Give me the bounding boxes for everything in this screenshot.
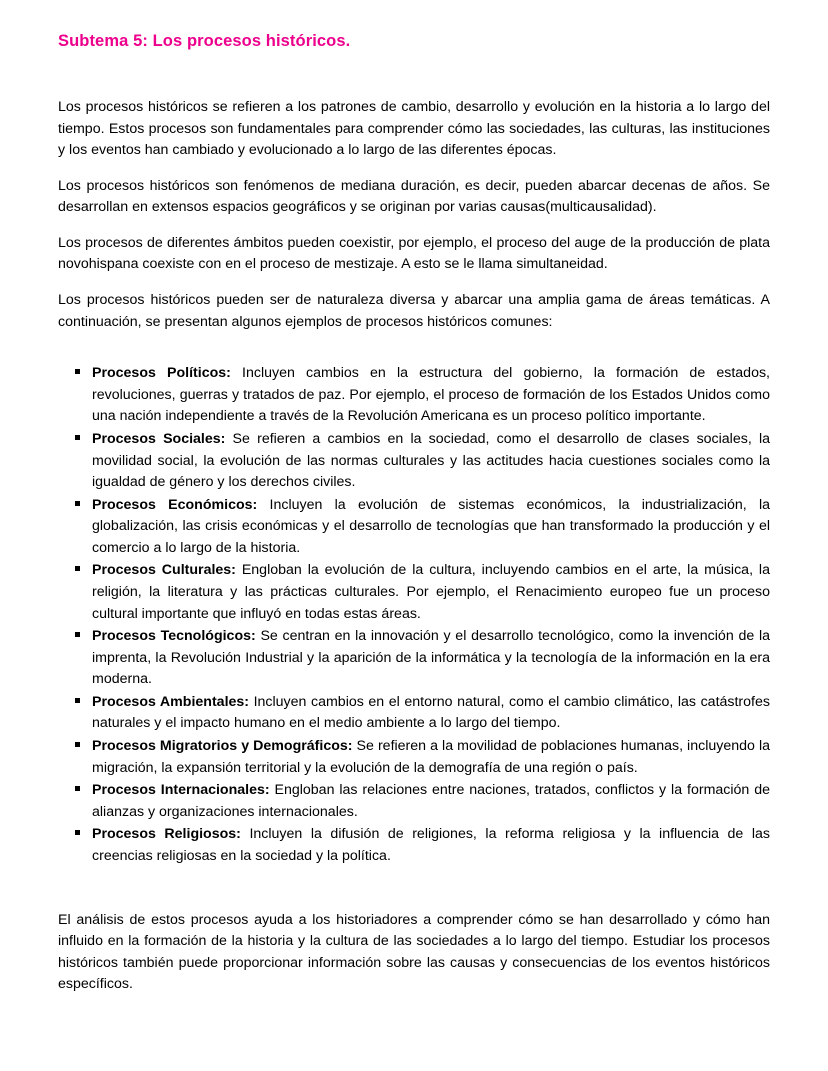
list-item: [58, 560, 770, 625]
square-bullet-icon: [75, 698, 80, 703]
list-item-term: Procesos Sociales:: [92, 430, 226, 447]
list-item-text: Se refieren a cambios en la sociedad, como el desarrollo de clases sociales, la movilidad social, la evolución de las normas culturales y las actitudes hacia cuestiones sociales como la igualdad de género y los derechos civiles.: [92, 430, 770, 491]
list-item: [58, 692, 770, 735]
list-item-text: Incluyen cambios en el entorno natural, como el cambio climático, las catástrofes naturales y el impacto humano en el medio ambiente a lo largo del tiempo.: [92, 693, 770, 732]
square-bullet-icon: [75, 830, 80, 835]
square-bullet-icon: [75, 566, 80, 571]
title-spacer: [58, 51, 770, 97]
list-item-term: Procesos Internacionales:: [92, 782, 270, 799]
list-item: [58, 736, 770, 779]
square-bullet-icon: [75, 786, 80, 791]
list-item-text: Se centran en la innovación y el desarrollo tecnológico, como la invención de la imprenta, la Revolución Industrial y la aparición de la informática y la tecnología de la información en la era moderna.: [92, 628, 771, 688]
list-item-term: Procesos Culturales:: [92, 562, 236, 579]
list-item-text: Incluyen la difusión de religiones, la reforma religiosa y la influencia de las creencias religiosas en la sociedad y la política.: [92, 826, 771, 864]
process-types-list: [58, 363, 770, 867]
list-item: [58, 429, 770, 494]
intro-paragraphs: [58, 97, 770, 333]
list-item: [58, 824, 770, 867]
square-bullet-icon: [75, 369, 80, 374]
list-item-term: Procesos Tecnológicos:: [92, 628, 256, 645]
paragraph: Los procesos históricos pueden ser de naturaleza diversa y abarcar una amplia gama de áreas temáticas. A continuación, se presentan algunos ejemplos de procesos históricos comunes:: [58, 292, 770, 330]
list-item-text: Se refieren a la movilidad de poblaciones humanas, incluyendo la migración, la expansión territorial y la evolución de la demografía de una región o país.: [92, 738, 770, 776]
list-item-text: Engloban la evolución de la cultura, incluyendo cambios en el arte, la música, la religión, la literatura y las prácticas culturales. Por ejemplo, el Renacimiento europeo fue un proceso cultural importante que influyó en todas estas áreas.: [92, 562, 770, 622]
list-item-term: Procesos Ambientales:: [92, 693, 250, 710]
square-bullet-icon: [75, 742, 80, 747]
list-item-term: Procesos Políticos:: [92, 365, 231, 382]
list-item: [58, 780, 770, 823]
closing-section: [58, 910, 770, 996]
paragraph: El análisis de estos procesos ayuda a los historiadores a comprender cómo se han desarrollado y cómo han influido en la formación de la historia y la cultura de las sociedades a lo largo del tiempo. Estudiar los procesos históricos también puede proporcionar información sobre las causas y consecuencias de los eventos históricos específicos.: [58, 911, 770, 993]
list-item-term: Procesos Económicos:: [92, 496, 258, 513]
paragraph: Los procesos de diferentes ámbitos pueden coexistir, por ejemplo, el proceso del auge de la producción de plata novohispana coexiste con en el proceso de mestizaje. A esto se le llama simultaneidad.: [58, 234, 770, 273]
paragraph: Los procesos históricos son fenómenos de mediana duración, es decir, pueden abarcar decenas de años. Se desarrollan en extensos espacios geográficos y se originan por varias causas(multicausalidad).: [58, 177, 770, 216]
list-item-text: Engloban las relaciones entre naciones, tratados, conflictos y la formación de alianzas y organizaciones internacionales.: [92, 782, 770, 820]
list-item-term: Procesos Religiosos:: [92, 826, 241, 843]
square-bullet-icon: [75, 501, 80, 506]
list-item-text: Incluyen la evolución de sistemas económicos, la industrialización, la globalización, las crisis económicas y el desarrollo de tecnologías que han transformado la producción y el comercio a lo largo de la historia.: [92, 496, 770, 556]
list-item-text: Incluyen cambios en la estructura del gobierno, la formación de estados, revoluciones, guerras y tratados de paz. Por ejemplo, el proceso de formación de los Estados Unidos como una nación independiente a través de la Revolución Americana es un proceso político importante.: [92, 365, 771, 425]
paragraph: Los procesos históricos se refieren a los patrones de cambio, desarrollo y evolución en la historia a lo largo del tiempo. Estos procesos son fundamentales para comprender cómo las sociedades, las culturas, las instituciones y los eventos han cambiado y evolucionado a lo largo de las diferentes épocas.: [58, 99, 770, 159]
square-bullet-icon: [75, 435, 80, 440]
list-item: [58, 495, 770, 560]
page-title: Subtema 5: Los procesos históricos.: [58, 32, 351, 50]
list-item: [58, 626, 770, 691]
list-item-term: Procesos Migratorios y Demográficos:: [92, 738, 353, 755]
list-item: [58, 363, 770, 428]
square-bullet-icon: [75, 632, 80, 637]
